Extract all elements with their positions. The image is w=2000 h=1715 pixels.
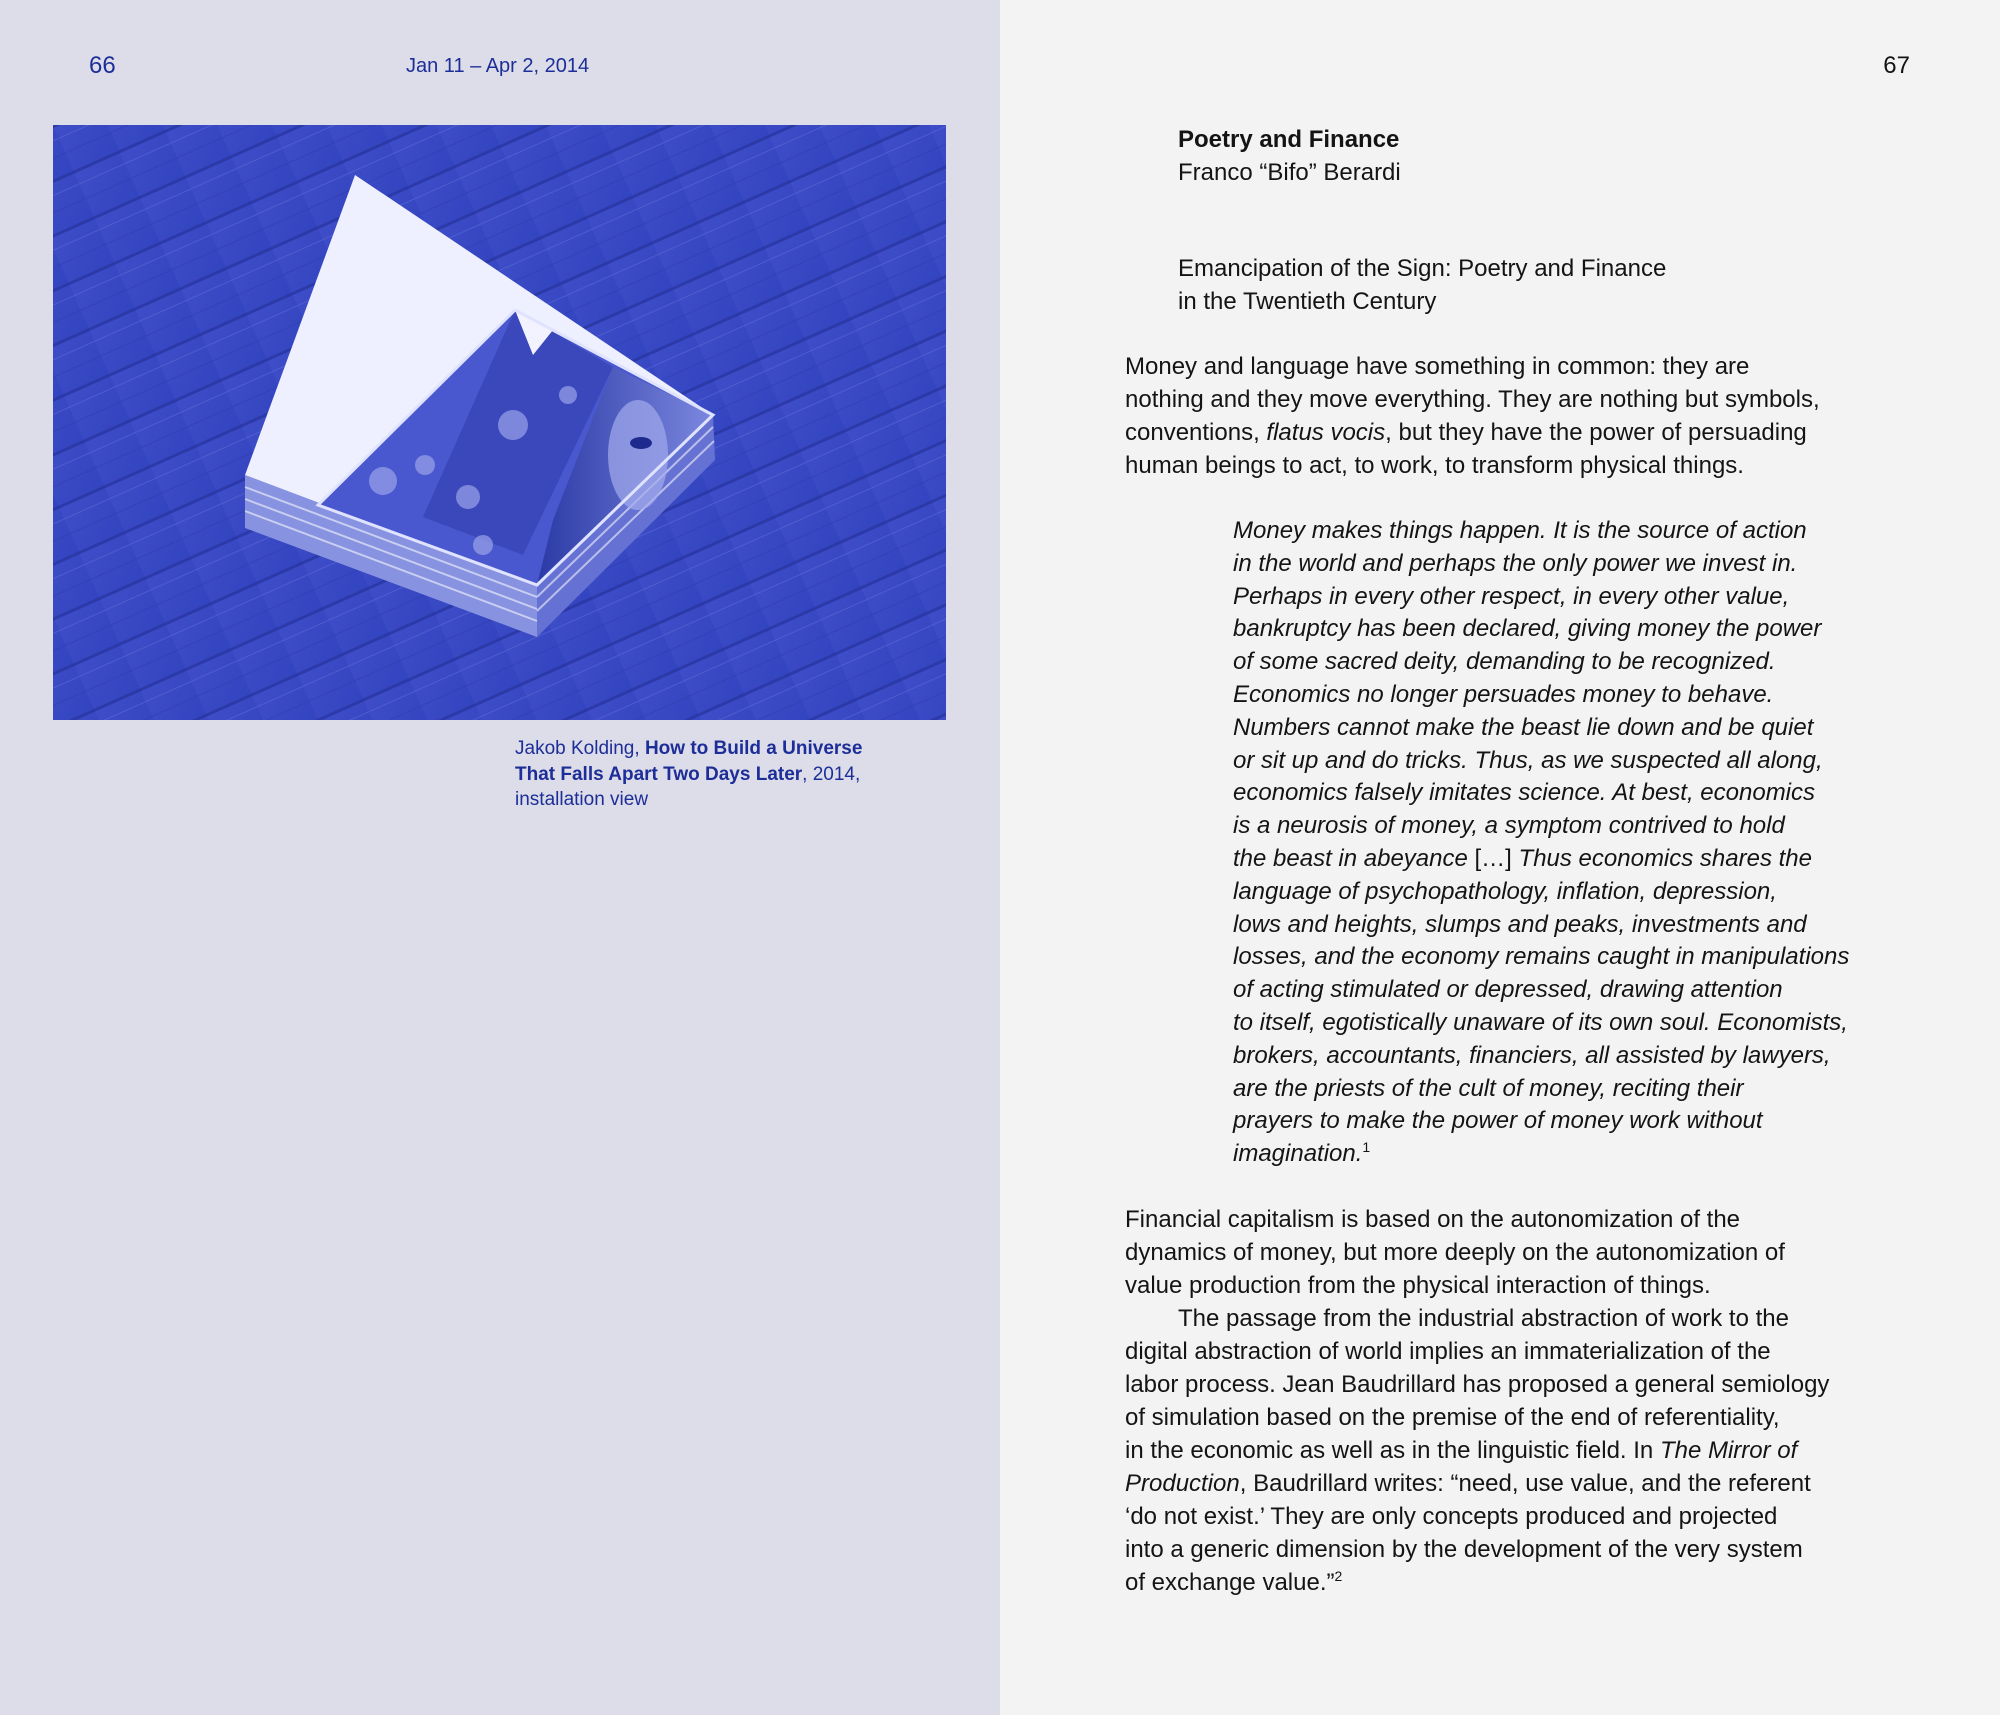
body-paragraph-2 <box>1125 1203 1945 1599</box>
caption-title-line2: That Falls Apart Two Days Later <box>515 763 803 785</box>
text-line: human beings to act, to work, to transform physical things. <box>1125 452 1744 479</box>
section-heading-line: Emancipation of the Sign: Poetry and Finance <box>1178 255 1667 282</box>
body-paragraph-1 <box>1125 350 1945 482</box>
footnote-marker: 1 <box>1362 1139 1371 1156</box>
quote-line: of some sacred deity, demanding to be recognized. <box>1233 648 1776 676</box>
quote-line: losses, and the economy remains caught in manipulations <box>1233 943 1850 971</box>
quote-line: brokers, accountants, financiers, all assisted by lawyers, <box>1233 1041 1831 1069</box>
installation-photo <box>53 125 946 720</box>
text-line: dynamics of money, but more deeply on the autonomization of <box>1125 1239 1785 1266</box>
text-fragment: , Baudrillard writes: “need, use value, and the referent <box>1239 1470 1811 1497</box>
text-line: Money and language have something in common: they are <box>1125 353 1750 380</box>
quote-line: to itself, egotistically unaware of its own soul. Economists, <box>1233 1008 1848 1036</box>
quote-line <box>1233 843 1973 876</box>
text-line: of simulation based on the premise of the end of referentiality, <box>1125 1404 1780 1431</box>
text-line: Financial capitalism is based on the autonomization of the <box>1125 1206 1741 1233</box>
quote-line: prayers to make the power of money work without <box>1233 1107 1763 1135</box>
text-line: labor process. Jean Baudrillard has proposed a general semiology <box>1125 1371 1830 1398</box>
quote-line: Economics no longer persuades money to behave. <box>1233 680 1774 708</box>
book-title: Production <box>1125 1470 1240 1497</box>
text-line: nothing and they move everything. They are nothing but symbols, <box>1125 386 1820 413</box>
article-title: Poetry and Finance <box>1178 126 1400 153</box>
footnote-marker: 2 <box>1334 1568 1343 1584</box>
quote-line: Money makes things happen. It is the source of action <box>1233 517 1807 544</box>
text-fragment: Thus economics shares the <box>1511 844 1812 872</box>
right-page <box>1000 0 2000 1715</box>
quote-line: or sit up and do tricks. Thus, as we suspected all along, <box>1233 746 1823 774</box>
quote-line: are the priests of the cult of money, reciting their <box>1233 1074 1744 1102</box>
quote-line: in the world and perhaps the only power we invest in. <box>1233 549 1798 577</box>
quote-line: lows and heights, slumps and peaks, investments and <box>1233 910 1807 938</box>
quote-line: bankruptcy has been declared, giving money the power <box>1233 615 1822 643</box>
text-line: value production from the physical interaction of things. <box>1125 1272 1711 1299</box>
text-line: The passage from the industrial abstraction of work to the <box>1178 1305 1789 1332</box>
text-line <box>1125 1434 1945 1467</box>
article-author: Franco “Bifo” Berardi <box>1178 159 1401 186</box>
section-heading <box>1178 252 1778 318</box>
text-line <box>1125 416 1945 449</box>
text-fragment: the beast in abeyance <box>1233 844 1475 872</box>
text-line <box>1125 1467 1945 1500</box>
quote-line: is a neurosis of money, a symptom contrived to hold <box>1233 812 1785 840</box>
block-quote <box>1233 515 1973 1171</box>
caption-artist: Jakob Kolding, <box>515 738 640 759</box>
caption-note: installation view <box>515 789 649 810</box>
caption-title-line1: How to Build a Universe <box>644 738 863 759</box>
text-line: ‘do not exist.’ They are only concepts produced and projected <box>1125 1503 1778 1530</box>
section-heading-line: in the Twentieth Century <box>1178 288 1437 315</box>
caption-year: , 2014, <box>802 763 861 785</box>
quote-line: economics falsely imitates science. At best, economics <box>1233 779 1816 807</box>
exhibition-dates: Jan 11 – Apr 2, 2014 <box>406 55 590 77</box>
page-number-left: 66 <box>89 52 116 79</box>
photo-caption <box>515 736 935 813</box>
quote-line: of acting stimulated or depressed, drawing attention <box>1233 976 1783 1004</box>
text-fragment: of exchange value.” <box>1125 1569 1335 1596</box>
book-title: The Mirror of <box>1659 1437 1798 1464</box>
text-fragment: , but they have the power of persuading <box>1385 419 1807 446</box>
text-line <box>1125 1566 1945 1599</box>
text-line: into a generic dimension by the development of the very system <box>1125 1536 1803 1563</box>
quote-line: Numbers cannot make the beast lie down and be quiet <box>1233 713 1814 741</box>
page-number-right: 67 <box>1883 52 1910 79</box>
text-line: digital abstraction of world implies an immaterialization of the <box>1125 1338 1771 1365</box>
quote-line: language of psychopathology, inflation, depression, <box>1233 877 1777 905</box>
text-fragment: conventions, <box>1125 419 1267 446</box>
text-fragment: imagination. <box>1233 1140 1363 1168</box>
elision-mark: […] <box>1474 844 1512 872</box>
quote-line <box>1233 1138 1973 1171</box>
latin-term: flatus vocis <box>1266 419 1386 446</box>
quote-line: Perhaps in every other respect, in every other value, <box>1233 582 1790 610</box>
text-fragment: in the economic as well as in the linguistic field. In <box>1125 1437 1660 1464</box>
